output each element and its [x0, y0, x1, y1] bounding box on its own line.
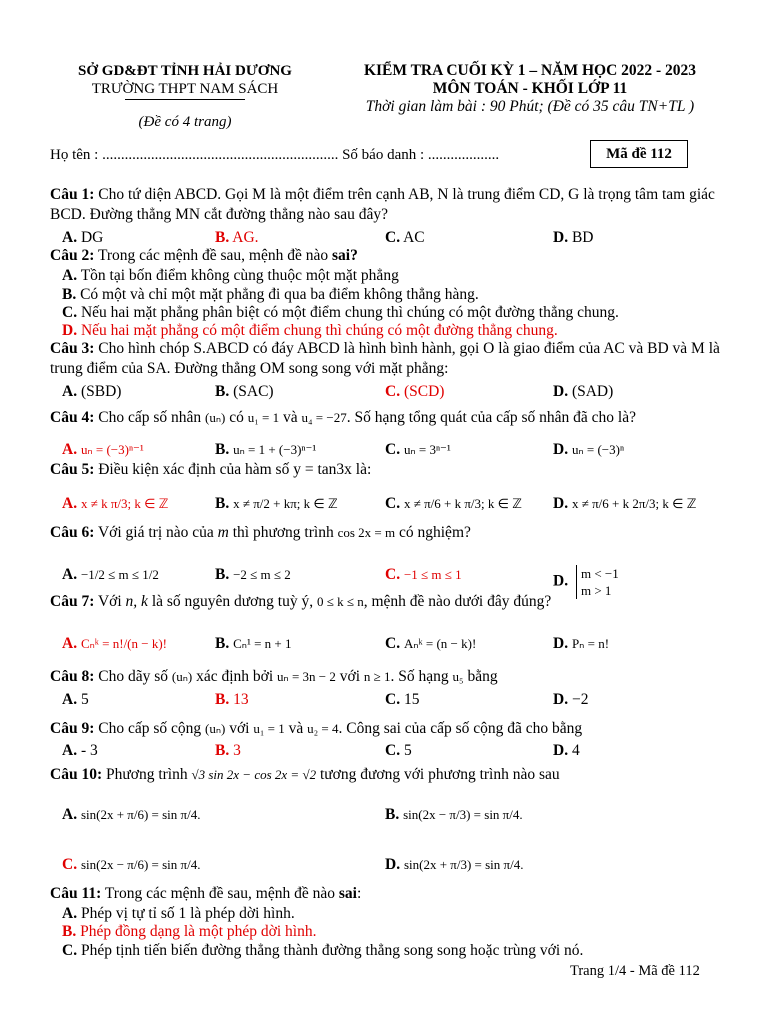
q6-option-c: C. −1 ≤ m ≤ 1	[385, 566, 462, 583]
q8-option-d: D. −2	[553, 691, 589, 708]
q1-option-b: B. AG.	[215, 229, 259, 246]
question-9: Câu 9: Cho cấp số cộng (uₙ) với u₁ = 1 và u₂ = 4. Công sai của cấp số cộng đã cho bằng	[50, 720, 583, 737]
q6-option-a: A. −1/2 ≤ m ≤ 1/2	[62, 566, 159, 583]
fourth-term: u₄ = −27	[301, 410, 347, 425]
q10-option-a: A. sin(2x + π/6) = sin π/4.	[62, 806, 201, 823]
q10-option-c: C. sin(2x − π/6) = sin π/4.	[62, 856, 201, 873]
question-10: Câu 10: Phương trình √3 sin 2x − cos 2x = √2 tương đương với phương trình nào sau	[50, 766, 560, 783]
q4-option-c: C. uₙ = 3ⁿ⁻¹	[385, 441, 451, 458]
q11-option-c: C. Phép tịnh tiến biến đường thẳng thành đường thẳng song song hoặc trùng với nó.	[62, 942, 584, 959]
equation: √3 sin 2x − cos 2x = √2	[191, 767, 317, 782]
question-label: Câu 7:	[50, 593, 95, 610]
system-of-inequalities: m < −1 m > 1	[576, 565, 619, 599]
q1-option-c: C. AC	[385, 229, 425, 246]
q6-option-d: D. m < −1 m > 1	[553, 566, 619, 598]
page-count-note: (Đề có 4 trang)	[138, 114, 232, 130]
equation: cos 2x = m	[337, 525, 396, 540]
q10-option-d: D. sin(2x + π/3) = sin π/4.	[385, 856, 524, 873]
q4-option-d: D. uₙ = (−3)ⁿ	[553, 441, 625, 458]
q1-option-a: A. DG	[62, 229, 104, 246]
school-name: TRƯỜNG THPT NAM SÁCH	[91, 81, 279, 97]
question-text: Điều kiện xác định của hàm số y = tan3x là:	[98, 461, 372, 478]
q3-option-d: D. (SAD)	[553, 383, 614, 400]
q5-option-c: C. x ≠ π/6 + k π/3; k ∈ ℤ	[385, 495, 522, 512]
subject-title: MÔN TOÁN - KHỐI LỚP 11	[432, 80, 628, 97]
q9-option-b: B. 3	[215, 742, 241, 759]
question-label: Câu 9:	[50, 720, 95, 737]
question-11: Câu 11: Trong các mệnh đề sau, mệnh đề nào sai:	[50, 885, 362, 902]
q2-option-b: B. Có một và chỉ một mặt phẳng đi qua ba điểm không thẳng hàng.	[62, 286, 479, 303]
q9-option-d: D. 4	[553, 742, 580, 759]
question-label: Câu 1:	[50, 186, 95, 203]
header-left	[55, 62, 315, 131]
q4-option-a: A. uₙ = (−3)ⁿ⁻¹	[62, 441, 144, 458]
q5-option-a: A. x ≠ k π/3; k ∈ ℤ	[62, 495, 169, 512]
question-text: Trong các mệnh đề sau, mệnh đề nào	[97, 247, 332, 264]
q8-option-c: C. 15	[385, 691, 420, 708]
student-info-line: Họ tên : ............................................................... Số báo danh : ...................	[50, 147, 500, 163]
q1-option-d: D. BD	[553, 229, 594, 246]
q2-option-c: C. Nếu hai mặt phẳng phân biệt có một điểm chung thì chúng có một đường thẳng chung.	[62, 304, 619, 321]
first-term: u₁ = 1	[247, 410, 280, 425]
question-label: Câu 11:	[50, 885, 102, 902]
question-emphasis: sai?	[332, 247, 358, 264]
q2-option-d: D. Nếu hai mặt phẳng có một điểm chung thì chúng có một đường thẳng chung.	[62, 322, 558, 339]
question-8: Câu 8: Cho dãy số (uₙ) xác định bởi uₙ = 3n − 2 với n ≥ 1. Số hạng u₅ bằng	[50, 668, 498, 685]
q7-option-d: D. Pₙ = n!	[553, 635, 610, 652]
q9-option-a: A. - 3	[62, 742, 98, 759]
exam-title: KIỂM TRA CUỐI KỲ 1 – NĂM HỌC 2022 - 2023	[363, 62, 697, 79]
q7-option-b: B. Cₙ¹ = n + 1	[215, 635, 292, 652]
q5-option-d: D. x ≠ π/6 + k 2π/3; k ∈ ℤ	[553, 495, 697, 512]
question-label: Câu 4:	[50, 409, 95, 426]
question-label: Câu 8:	[50, 668, 95, 685]
question-5	[50, 460, 730, 480]
q3-option-a: A. (SBD)	[62, 383, 122, 400]
time-note: Thời gian làm bài : 90 Phút; (Đề có 35 câu TN+TL )	[365, 98, 695, 115]
q8-option-b: B. 13	[215, 691, 249, 708]
q7-option-c: C. Aₙᵏ = (n − k)!	[385, 635, 477, 652]
q11-option-a: A. Phép vị tự tỉ số 1 là phép dời hình.	[62, 905, 295, 922]
question-label: Câu 6:	[50, 524, 95, 541]
question-label: Câu 2:	[50, 247, 95, 264]
q11-option-b: B. Phép đồng dạng là một phép dời hình.	[62, 923, 317, 940]
question-text: Cho tứ diện ABCD. Gọi M là một điểm trên cạnh AB, N là trung điểm CD, G là trọng tâm tam giác BCD. Đường thẳng MN cắt đường thẳng nào sau đây?	[50, 186, 715, 223]
q8-option-a: A. 5	[62, 691, 89, 708]
question-2	[50, 246, 730, 266]
question-3	[50, 339, 730, 379]
question-label: Câu 10:	[50, 766, 103, 783]
question-4: Câu 4: Cho cấp số nhân (uₙ) có u₁ = 1 và u₄ = −27. Số hạng tổng quát của cấp số nhân đã cho là?	[50, 409, 636, 426]
question-7: Câu 7: Với n, k là số nguyên dương tuỳ ý, 0 ≤ k ≤ n, mệnh đề nào dưới đây đúng?	[50, 593, 552, 610]
question-label: Câu 5:	[50, 461, 95, 478]
header-rule	[125, 99, 245, 100]
q10-option-b: B. sin(2x − π/3) = sin π/4.	[385, 806, 523, 823]
department-name: SỞ GD&ĐT TỈNH HẢI DƯƠNG	[78, 63, 292, 79]
question-text: Cho hình chóp S.ABCD có đáy ABCD là hình bình hành, gọi O là giao điểm của AC và BD và M là trung điểm của SA. Đường thẳng OM song song với mặt phẳng:	[50, 340, 720, 377]
question-6: Câu 6: Với giá trị nào của m thì phương trình cos 2x = m có nghiệm?	[50, 524, 471, 541]
q4-option-b: B. uₙ = 1 + (−3)ⁿ⁻¹	[215, 441, 317, 458]
page-footer: Trang 1/4 - Mã đề 112	[570, 963, 700, 979]
question-label: Câu 3:	[50, 340, 95, 357]
header-right	[300, 62, 760, 116]
sequence-symbol: (uₙ)	[205, 410, 226, 425]
q3-option-c: C. (SCD)	[385, 383, 445, 400]
question-1	[50, 185, 730, 225]
q5-option-b: B. x ≠ π/2 + kπ; k ∈ ℤ	[215, 495, 338, 512]
q9-option-c: C. 5	[385, 742, 412, 759]
q3-option-b: B. (SAC)	[215, 383, 274, 400]
q7-option-a: A. Cₙᵏ = n!/(n − k)!	[62, 635, 167, 652]
q6-option-b: B. −2 ≤ m ≤ 2	[215, 566, 291, 583]
q2-option-a: A. Tồn tại bốn điểm không cùng thuộc một mặt phẳng	[62, 267, 399, 284]
exam-code-box: Mã đề 112	[590, 140, 688, 168]
